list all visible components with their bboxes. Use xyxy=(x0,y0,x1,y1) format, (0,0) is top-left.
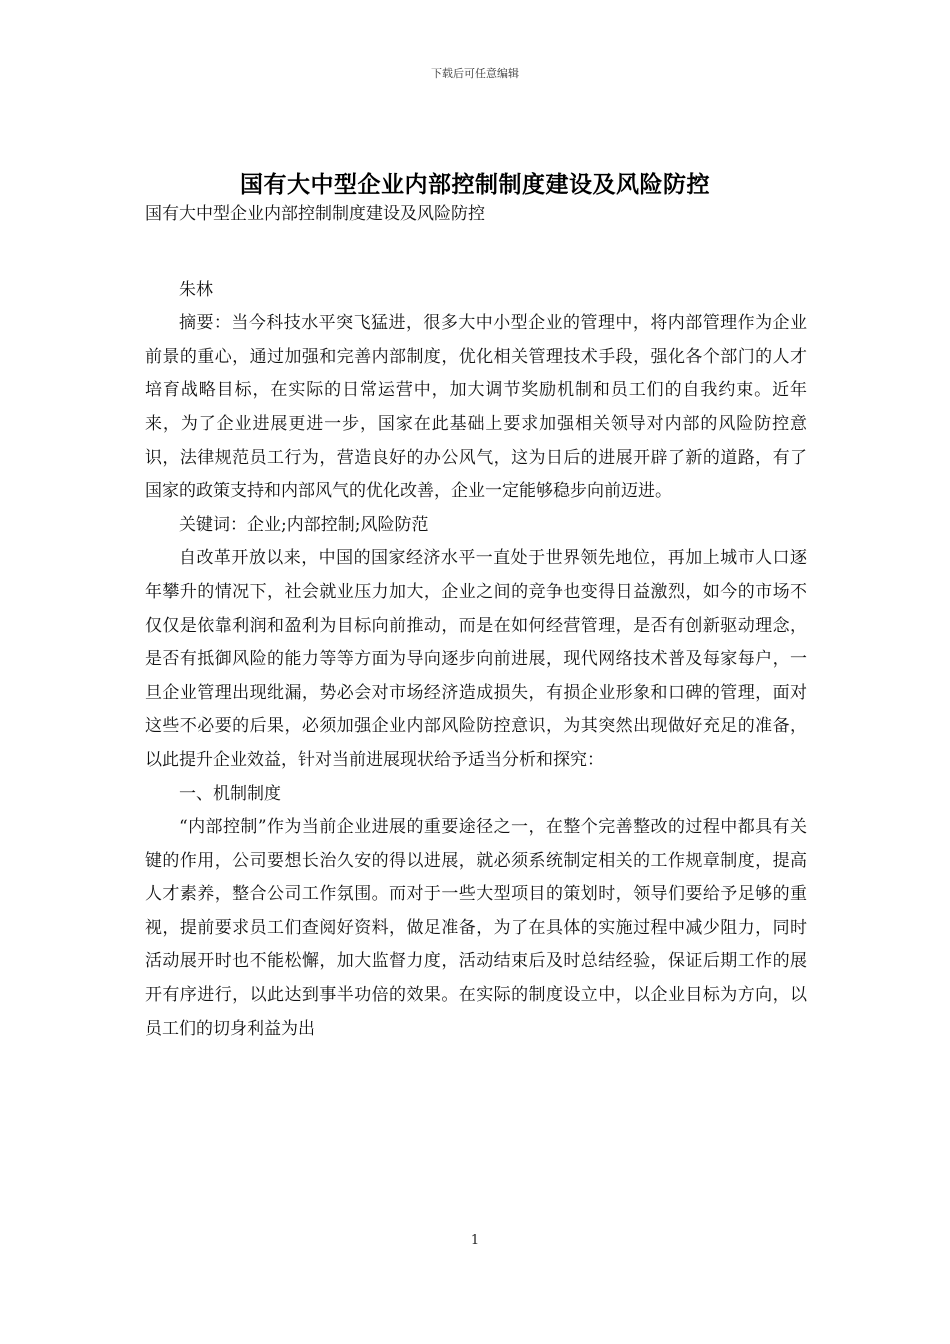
page-header: 下载后可任意编辑 xyxy=(431,67,519,80)
body-paragraph: 自改革开放以来，中国的国家经济水平一直处于世界领先地位，再加上城市人口逐年攀升的情况下，社会就业压力加大，企业之间的竞争也变得日益激烈，如今的市场不仅仅是依靠利润和盈利为目标向前推动，而是在如何经营管理，是否有创新驱动理念，是否有抵御风险的能力等等方面为导向逐步向前进展，现代网络技术普及每家每户，一旦企业管理出现纰漏，势必会对市场经济造成损失，有损企业形象和口碑的管理，面对这些不必要的后果，必须加强企业内部风险防控意识，为其突然出现做好充足的准备，以此提升企业效益，针对当前进展现状给予适当分析和探究： xyxy=(145,548,807,770)
keywords-paragraph: 关键词：企业;内部控制;风险防范 xyxy=(179,514,429,535)
abstract-paragraph: 摘要：当今科技水平突飞猛进，很多大中小型企业的管理中，将内部管理作为企业前景的重心，通过加强和完善内部制度，优化相关管理技术手段，强化各个部门的人才培育战略目标，在实际的日常运营中，加大调节奖励机制和员工们的自我约束。近年来，为了企业进展更进一步，国家在此基础上要求加强相关领导对内部的风险防控意识，法律规范员工行为，营造良好的办公风气，这为日后的进展开辟了新的道路，有了国家的政策支持和内部风气的优化改善，企业一定能够稳步向前迈进。 xyxy=(145,313,807,502)
document-title: 国有大中型企业内部控制制度建设及风险防控 xyxy=(240,171,710,199)
document-subtitle: 国有大中型企业内部控制制度建设及风险防控 xyxy=(145,204,485,224)
page-number: 1 xyxy=(470,1233,480,1248)
document-body xyxy=(145,198,807,1046)
author-name: 朱林 xyxy=(179,279,213,300)
blank-line xyxy=(145,232,807,274)
section-heading: 一、机制制度 xyxy=(179,783,281,804)
body-paragraph: “内部控制”作为当前企业进展的重要途径之一，在整个完善整改的过程中都具有关键的作用，公司要想长治久安的得以进展，就必须系统制定相关的工作规章制度，提高人才素养，整合公司工作氛围。而对于一些大型项目的策划时，领导们要给予足够的重视，提前要求员工们查阅好资料，做足准备，为了在具体的实施过程中减少阻力，同时活动展开时也不能松懈，加大监督力度，活动结束后及时总结经验，保证后期工作的展开有序进行，以此达到事半功倍的效果。在实际的制度设立中，以企业目标为方向，以员工们的切身利益为出 xyxy=(145,817,807,1039)
